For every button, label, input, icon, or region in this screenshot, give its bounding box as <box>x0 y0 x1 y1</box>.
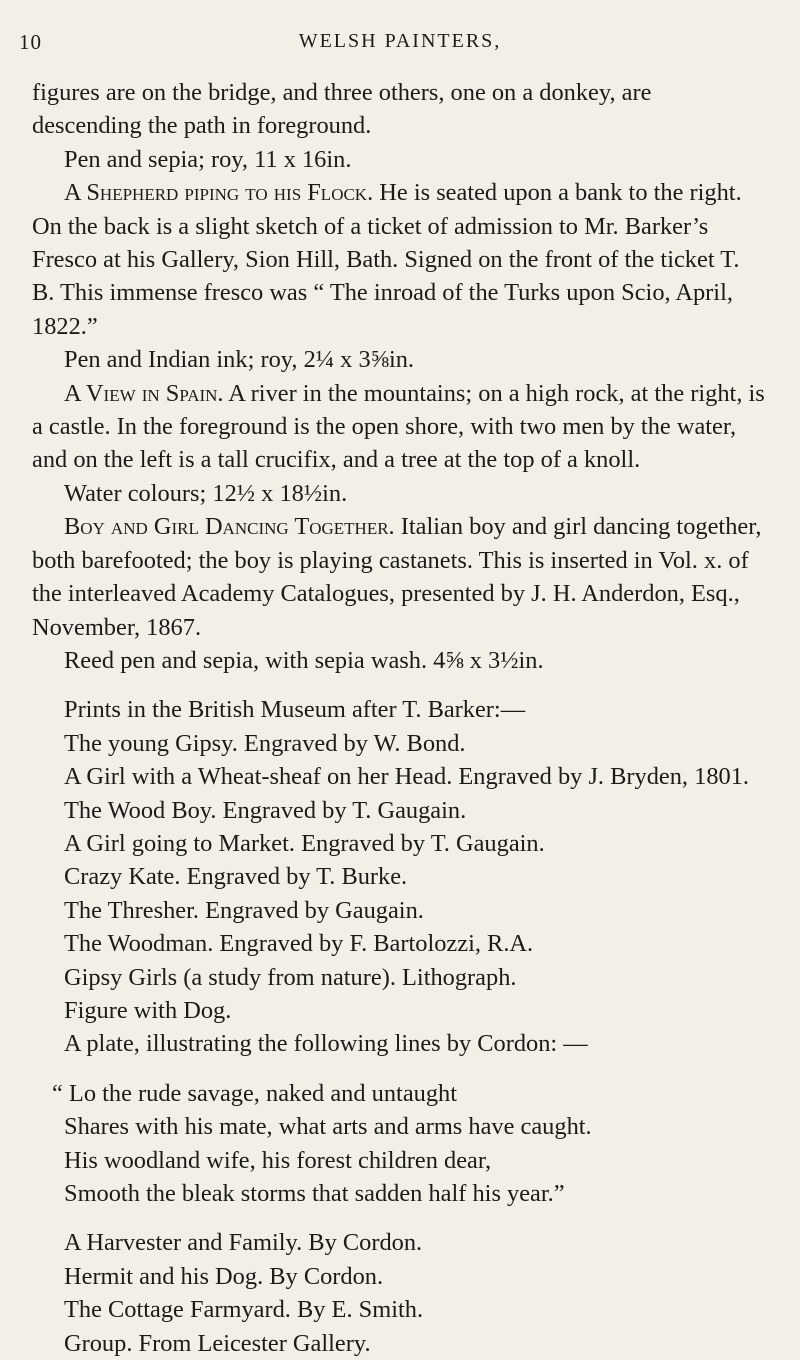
entry-medium: Pen and sepia; roy, 11 x 16in. <box>64 145 352 173</box>
running-head: WELSH PAINTERS, <box>298 30 502 52</box>
entry-boy-and-girl <box>32 510 767 644</box>
print-item: Hermit and his Dog. By Cordon. <box>64 1262 384 1290</box>
verse-line: Shares with his mate, what arts and arms have caught. <box>64 1113 592 1141</box>
verse-line: Smooth the bleak storms that sadden half his year.” <box>64 1180 565 1207</box>
prints-list-2 <box>32 1226 767 1360</box>
verse-line: His woodland wife, his forest children dear, <box>64 1146 492 1174</box>
entry-continuation: figures are on the bridge, and three others, one on a donkey, are descending the path in foreground. <box>32 79 652 140</box>
page-number: 10 <box>19 30 42 54</box>
print-item: The Cottage Farmyard. By E. Smith. <box>64 1296 424 1324</box>
entry-title: Boy and Girl Dancing Together. <box>64 513 395 541</box>
print-item: The young Gipsy. Engraved by W. Bond. <box>64 729 466 757</box>
prints-list <box>32 727 767 1061</box>
verse-quote <box>32 1077 767 1211</box>
entry-title: A View in Spain. <box>64 379 224 407</box>
page-body <box>32 76 767 1360</box>
prints-intro: Prints in the British Museum after T. Barker:— <box>64 696 526 724</box>
print-item: A Girl with a Wheat-sheaf on her Head. Engraved by J. Bryden, 1801. <box>64 763 750 791</box>
entry-medium: Reed pen and sepia, with sepia wash. 4⅝ x 3½in. <box>64 646 544 674</box>
print-item: Group. From Leicester Gallery. <box>64 1329 371 1357</box>
entry-title: A Shepherd piping to his Flock. <box>64 179 374 207</box>
page-header <box>0 30 800 60</box>
print-item: Figure with Dog. <box>64 996 232 1024</box>
entry-description: A river in the mountains; on a high rock, at the right, is a castle. In the foreground is the open shore, with two men by the water, and on the left is a tall crucifix, and a tree at the top of a knoll. <box>32 379 765 474</box>
entry-description: He is seated upon a bank to the right. On the back is a slight sketch of a ticket of admission to Mr. Barker’s Fresco at his Gallery, Sion Hill, Bath. Signed on the front of the ticket T. B. This immense fresco was “ The inroad of the Turks upon Scio, April, 1822.” <box>32 179 742 340</box>
print-item: Gipsy Girls (a study from nature). Lithograph. <box>64 963 517 991</box>
entry-medium: Water colours; 12½ x 18½in. <box>64 479 348 507</box>
print-item: The Wood Boy. Engraved by T. Gaugain. <box>64 796 467 824</box>
print-item: The Thresher. Engraved by Gaugain. <box>64 896 424 924</box>
print-item: The Woodman. Engraved by F. Bartolozzi, R.A. <box>64 930 534 958</box>
print-item: A Harvester and Family. By Cordon. <box>64 1229 423 1257</box>
print-item: A plate, illustrating the following lines by Cordon: — <box>64 1030 588 1058</box>
entry-shepherd <box>32 176 767 343</box>
print-item: A Girl going to Market. Engraved by T. Gaugain. <box>64 829 545 857</box>
entry-medium: Pen and Indian ink; roy, 2¼ x 3⅝in. <box>64 346 415 374</box>
entry-view-in-spain <box>32 377 767 477</box>
entry-description: Italian boy and girl dancing together, both barefooted; the boy is playing castanets. This is inserted in Vol. x. of the interleaved Academy Catalogues, presented by J. H. Anderdon, Esq., November, 1867. <box>32 513 762 641</box>
print-item: Crazy Kate. Engraved by T. Burke. <box>64 863 408 891</box>
verse-line: “ Lo the rude savage, naked and untaught <box>52 1079 458 1107</box>
